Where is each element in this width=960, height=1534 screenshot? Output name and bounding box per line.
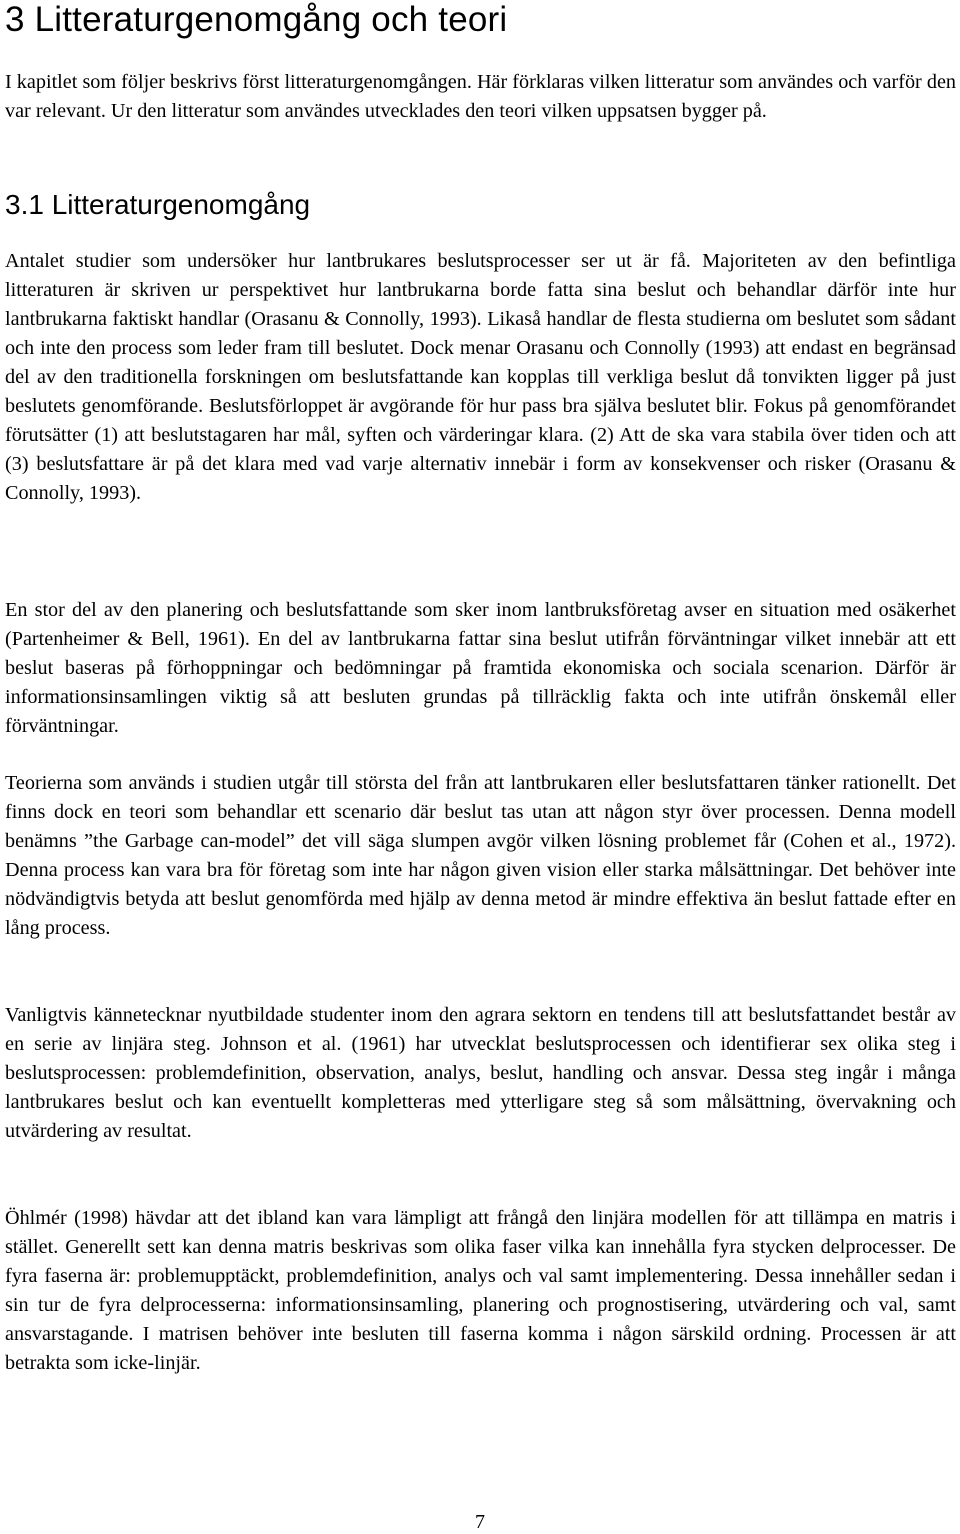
chapter-heading: 3 Litteraturgenomgång och teori <box>5 0 508 39</box>
body-paragraph: Antalet studier som undersöker hur lantbrukares beslutsprocesser ser ut är få. Majoriteten av den befintliga litteraturen är skriven ur perspektivet hur lantbrukarna borde fatta sina beslut och behandlar därför inte hur lantbrukarna faktiskt handlar (Orasanu & Connolly, 1993). Likaså handlar de flesta studierna om beslutet som sådant och inte den process som leder fram till beslutet. Dock menar Orasanu och Connolly (1993) att endast en begränsad del av den traditionella forskningen om beslutsfattande kan kopplas till verkliga beslut då tonvikten ligger på just beslutets genomförande. Beslutsförloppet är avgörande för hur pass bra själva beslutet blir. Fokus på genomförandet förutsätter (1) att beslutstagaren har mål, syften och värderingar klara. (2) Att de ska vara stabila över tiden och att (3) beslutsfattare är på det klara med vad varje alternativ innebär i form av konsekvenser och risker (Orasanu & Connolly, 1993). <box>5 250 956 504</box>
page-number: 7 <box>475 1511 485 1533</box>
body-paragraph: En stor del av den planering och beslutsfattande som sker inom lantbruksföretag avser en situation med osäkerhet (Partenheimer & Bell, 1961). En del av lantbrukarna fattar sina beslut utifrån förväntningar vilket innebär att ett beslut baseras på förhoppningar och bedömningar på framtida ekonomiska och sociala scenarion. Därför är informationsinsamlingen viktig så att besluten grundas på tillräcklig fakta och inte utifrån önskemål eller förväntningar. <box>5 599 956 737</box>
section-heading: 3.1 Litteraturgenomgång <box>5 189 311 220</box>
body-paragraph: Teorierna som används i studien utgår till största del från att lantbrukaren eller beslutsfattaren tänker rationellt. Det finns dock en teori som behandlar ett scenario där beslut tas utan att någon styr över processen. Denna modell benämns ”the Garbage can-model” det vill säga slumpen avgör vilken lösning problemet får (Cohen et al., 1972). Denna process kan vara bra för företag som inte har någon given vision eller starka målsättningar. Det behöver inte nödvändigtvis betyda att beslut genomförda med hjälp av denna metod är mindre effektiva än beslut fattade efter en lång process. <box>5 772 956 939</box>
body-paragraph: Vanligtvis kännetecknar nyutbildade studenter inom den agrara sektorn en tendens till att beslutsfattandet består av en serie av linjära steg. Johnson et al. (1961) har utvecklat beslutsprocessen och identifierar sex olika steg i beslutsprocessen: problemdefinition, observation, analys, beslut, handling och ansvar. Dessa steg ingår i många lantbrukares beslut och kan eventuellt kompletteras med ytterligare steg så som målsättning, övervakning och utvärdering av resultat. <box>5 1004 956 1142</box>
body-paragraph: Öhlmér (1998) hävdar att det ibland kan vara lämpligt att frångå den linjära modellen för att tillämpa en matris i stället. Generellt sett kan denna matris beskrivas som olika faser vilka kan innehålla fyra stycken delprocesser. De fyra faserna är: problemupptäckt, problemdefinition, analys och val samt implementering. Dessa innehåller sedan i sin tur de fyra delprocesserna: informationsinsamling, planering och prognostisering, utvärdering och val, samt ansvarstagande. I matrisen behöver inte besluten till faserna komma i någon särskild ordning. Processen är att betrakta som icke-linjär. <box>5 1207 956 1374</box>
document-page <box>5 0 956 1374</box>
intro-paragraph: I kapitlet som följer beskrivs först litteraturgenomgången. Här förklaras vilken litteratur som användes och varför den var relevant. Ur den litteratur som användes utvecklades den teori vilken uppsatsen bygger på. <box>5 71 956 122</box>
